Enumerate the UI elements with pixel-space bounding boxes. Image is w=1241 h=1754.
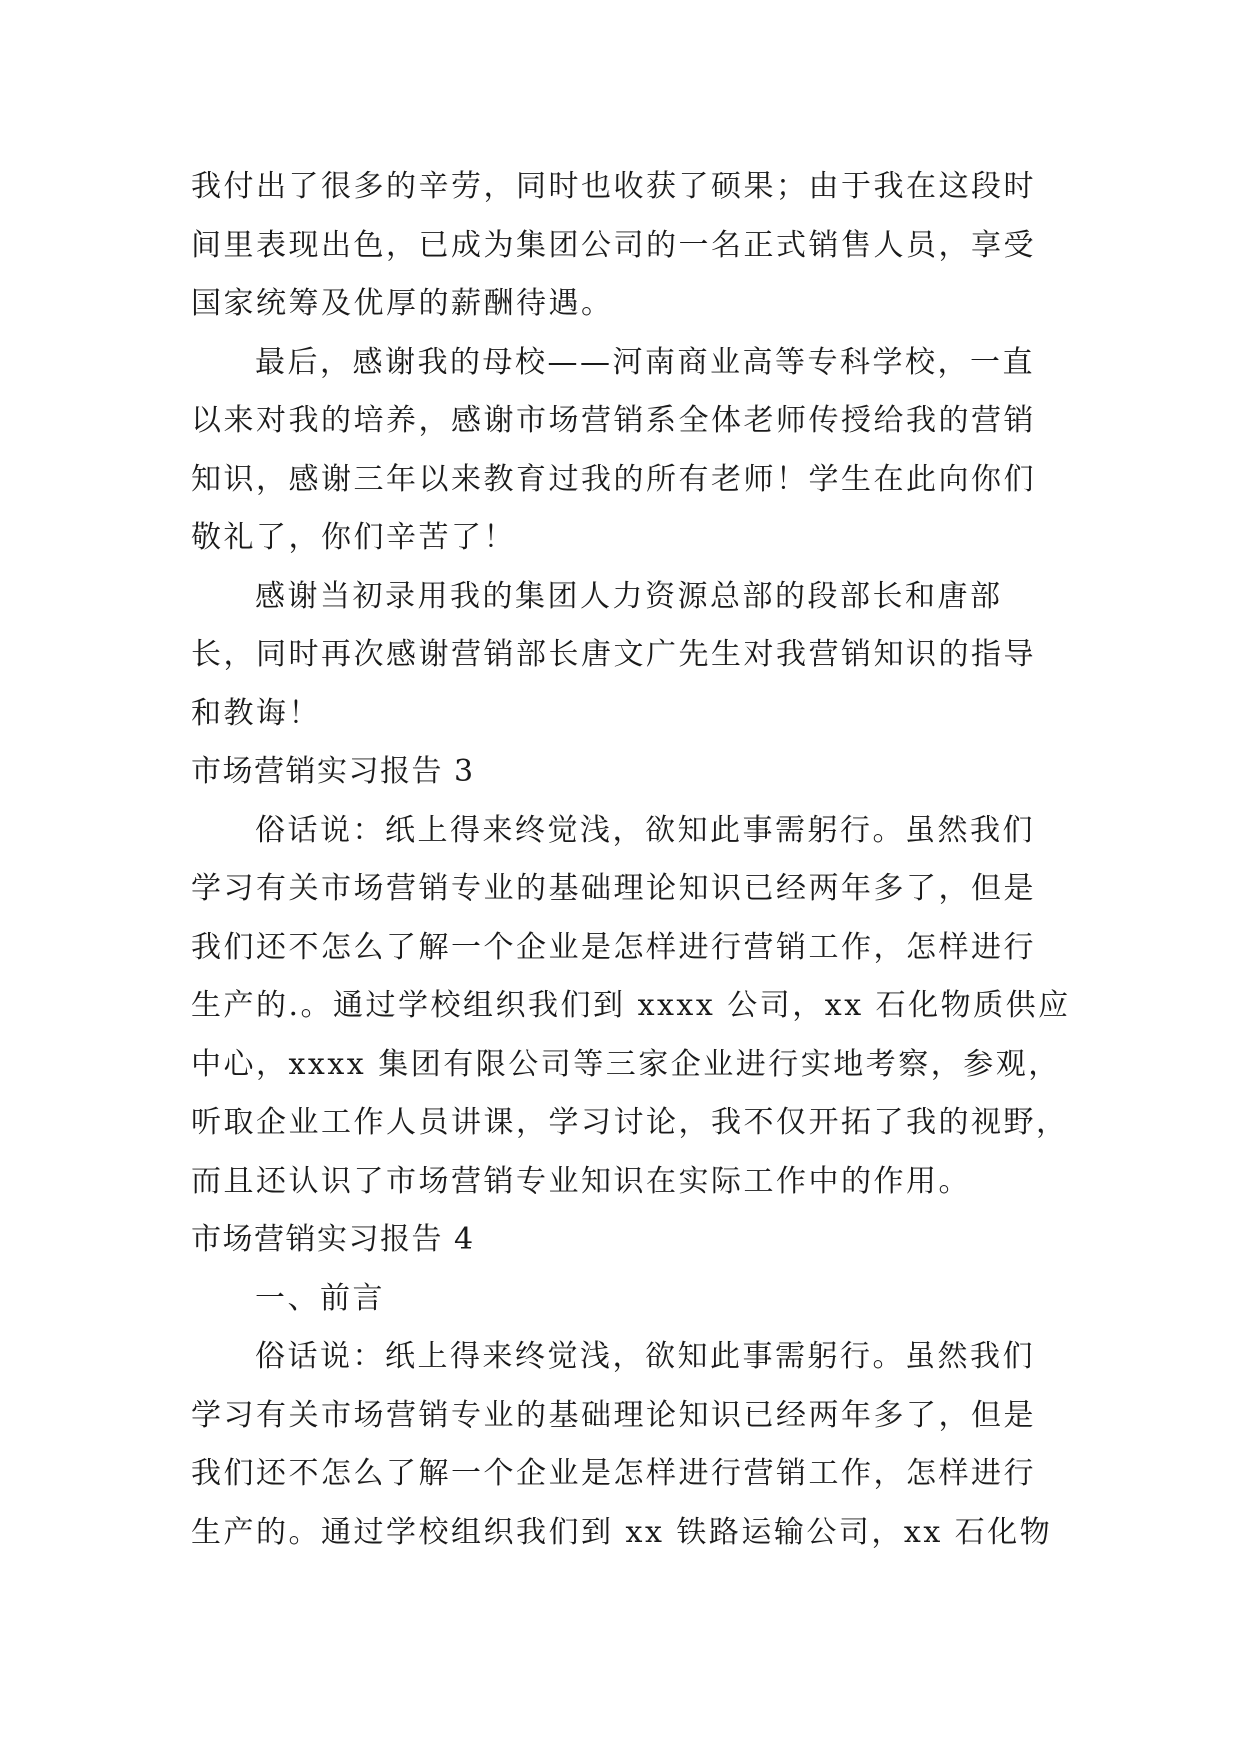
text-line: 俗话说：纸上得来终觉浅，欲知此事需躬行。虽然我们: [255, 1339, 1035, 1374]
document-body: [191, 158, 1076, 1562]
text-line: 我们还不怎么了解一个企业是怎样进行营销工作，怎样进行: [191, 929, 1036, 965]
text-line: 学习有关市场营销专业的基础理论知识已经两年多了，但是: [191, 871, 1036, 906]
text-line: 敬礼了，你们辛苦了！: [191, 520, 516, 555]
text-line: 和教诲！: [191, 695, 321, 731]
text-line: 生产的.。通过学校组织我们到 xxxx 公司，xx 石化物质供应: [191, 988, 1071, 1023]
section-heading: 市场营销实习报告 3: [191, 754, 475, 789]
text-line: 学习有关市场营销专业的基础理论知识已经两年多了，但是: [191, 1397, 1036, 1433]
text-line: 俗话说：纸上得来终觉浅，欲知此事需躬行。虽然我们: [255, 812, 1035, 848]
text-line: 间里表现出色，已成为集团公司的一名正式销售人员，享受: [191, 227, 1036, 263]
text-line: 知识，感谢三年以来教育过我的所有老师！学生在此向你们: [191, 461, 1036, 497]
section-heading: 市场营销实习报告 4: [191, 1222, 475, 1257]
text-line: 最后，感谢我的母校——河南商业高等专科学校，一直: [255, 344, 1035, 380]
text-line: 生产的。通过学校组织我们到 xx 铁路运输公司，xx 石化物: [191, 1514, 1053, 1550]
text-line: 我付出了很多的辛劳，同时也收获了硕果；由于我在这段时: [191, 169, 1036, 204]
text-line: 国家统筹及优厚的薪酬待遇。: [191, 286, 614, 321]
subsection-heading: 一、前言: [255, 1280, 385, 1316]
text-line: 以来对我的培养，感谢市场营销系全体老师传授给我的营销: [191, 403, 1036, 438]
text-line: 听取企业工作人员讲课，学习讨论，我不仅开拓了我的视野，: [191, 1105, 1069, 1140]
text-line: 而且还认识了市场营销专业知识在实际工作中的作用。: [191, 1163, 971, 1199]
text-line: 中心，xxxx 集团有限公司等三家企业进行实地考察，参观，: [191, 1046, 1061, 1082]
text-line: 感谢当初录用我的集团人力资源总部的段部长和唐部: [255, 578, 1003, 614]
text-line: 长，同时再次感谢营销部长唐文广先生对我营销知识的指导: [191, 637, 1036, 672]
text-line: 我们还不怎么了解一个企业是怎样进行营销工作，怎样进行: [191, 1456, 1036, 1491]
